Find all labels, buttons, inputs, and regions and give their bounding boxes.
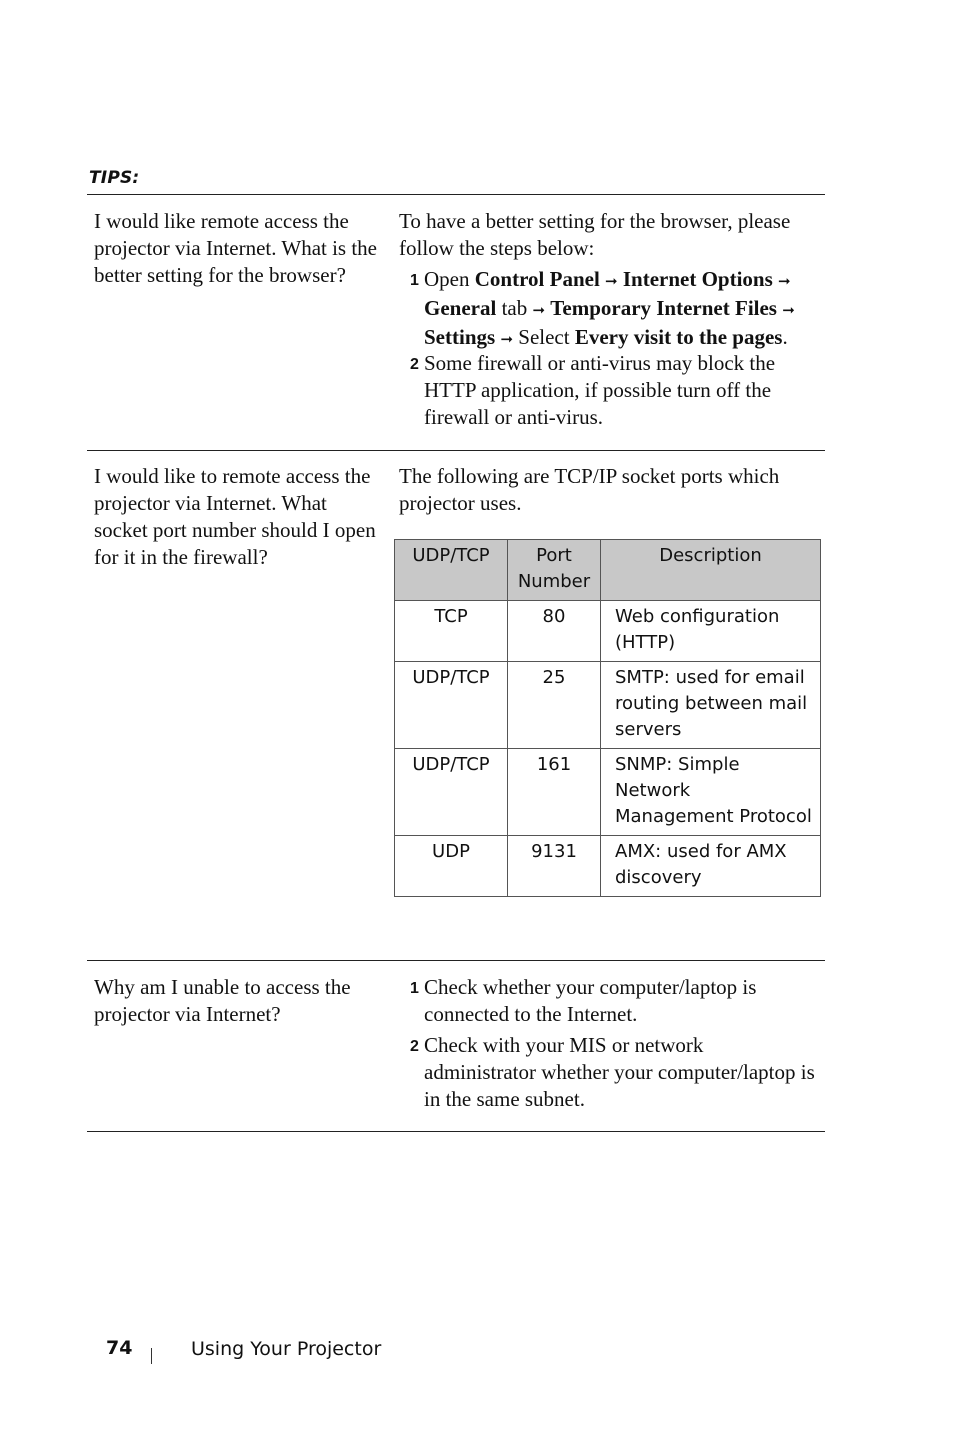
row-divider-1 (87, 450, 825, 451)
description-cell: SMTP: used for email routing between mail servers (601, 662, 821, 749)
table-top-rule (87, 194, 825, 195)
column-header-protocol: UDP/TCP (395, 540, 508, 601)
step-number: 1 (410, 272, 419, 289)
faq-answer-intro-2: The following are TCP/IP socket ports which projector uses. (399, 464, 780, 515)
description-cell: AMX: used for AMX discovery (601, 836, 821, 897)
arrow-right-icon: ➞ (605, 272, 618, 290)
footer-divider (151, 1348, 152, 1364)
faq-question-3: Why am I unable to access the projector via Internet? (94, 975, 351, 1026)
port-cell: 161 (508, 749, 601, 836)
arrow-right-icon: ➞ (778, 272, 791, 290)
faq-question-2: I would like to remote access the projector via Internet. What socket port number should I open for it in the firewall? (94, 464, 376, 569)
table-bottom-rule (87, 1131, 825, 1132)
faq-3-step-1 (410, 974, 820, 1028)
column-header-port-number: Port Number (508, 540, 601, 601)
table-row (395, 601, 821, 662)
port-cell: 25 (508, 662, 601, 749)
socket-ports-table (394, 539, 821, 897)
arrow-right-icon: ➞ (782, 301, 795, 319)
description-cell: SNMP: Simple Network Management Protocol (601, 749, 821, 836)
faq-1-step-1 (410, 266, 820, 353)
table-row (395, 836, 821, 897)
protocol-cell: UDP/TCP (395, 749, 508, 836)
page-number: 74 (106, 1337, 133, 1359)
protocol-cell: UDP/TCP (395, 662, 508, 749)
step-number: 1 (410, 980, 419, 997)
description-cell: Web configuration (HTTP) (601, 601, 821, 662)
step-text: Check with your MIS or network administrator whether your computer/laptop is in the same subnet. (424, 1033, 815, 1111)
row-divider-2 (87, 960, 825, 961)
faq-question-1: I would like remote access the projector via Internet. What is the better setting for the browser? (94, 209, 378, 287)
arrow-right-icon: ➞ (532, 301, 546, 319)
step-number: 2 (410, 356, 419, 373)
footer-section-title: Using Your Projector (191, 1338, 382, 1360)
faq-answer-intro-1: To have a better setting for the browser, please follow the steps below: (399, 209, 791, 260)
arrow-right-icon: ➞ (500, 330, 514, 348)
protocol-cell: TCP (395, 601, 508, 662)
step-number: 2 (410, 1038, 419, 1055)
port-cell: 80 (508, 601, 601, 662)
step-text: Open Control Panel ➞ Internet Options ➞ General tab ➞ Temporary Internet Files ➞ Settings ➞ Select Every visit to the pages. (424, 267, 795, 349)
protocol-cell: UDP (395, 836, 508, 897)
step-text: Some firewall or anti-virus may block the HTTP application, if possible turn off the firewall or anti-virus. (424, 351, 776, 429)
table-row (395, 662, 821, 749)
table-row (395, 749, 821, 836)
port-cell: 9131 (508, 836, 601, 897)
faq-3-step-2 (410, 1032, 820, 1113)
step-text: Check whether your computer/laptop is connected to the Internet. (424, 975, 757, 1026)
column-header-description: Description (601, 540, 821, 601)
tips-heading: TIPS: (89, 168, 140, 188)
faq-1-step-2 (410, 350, 820, 431)
table-header-row (395, 540, 821, 601)
